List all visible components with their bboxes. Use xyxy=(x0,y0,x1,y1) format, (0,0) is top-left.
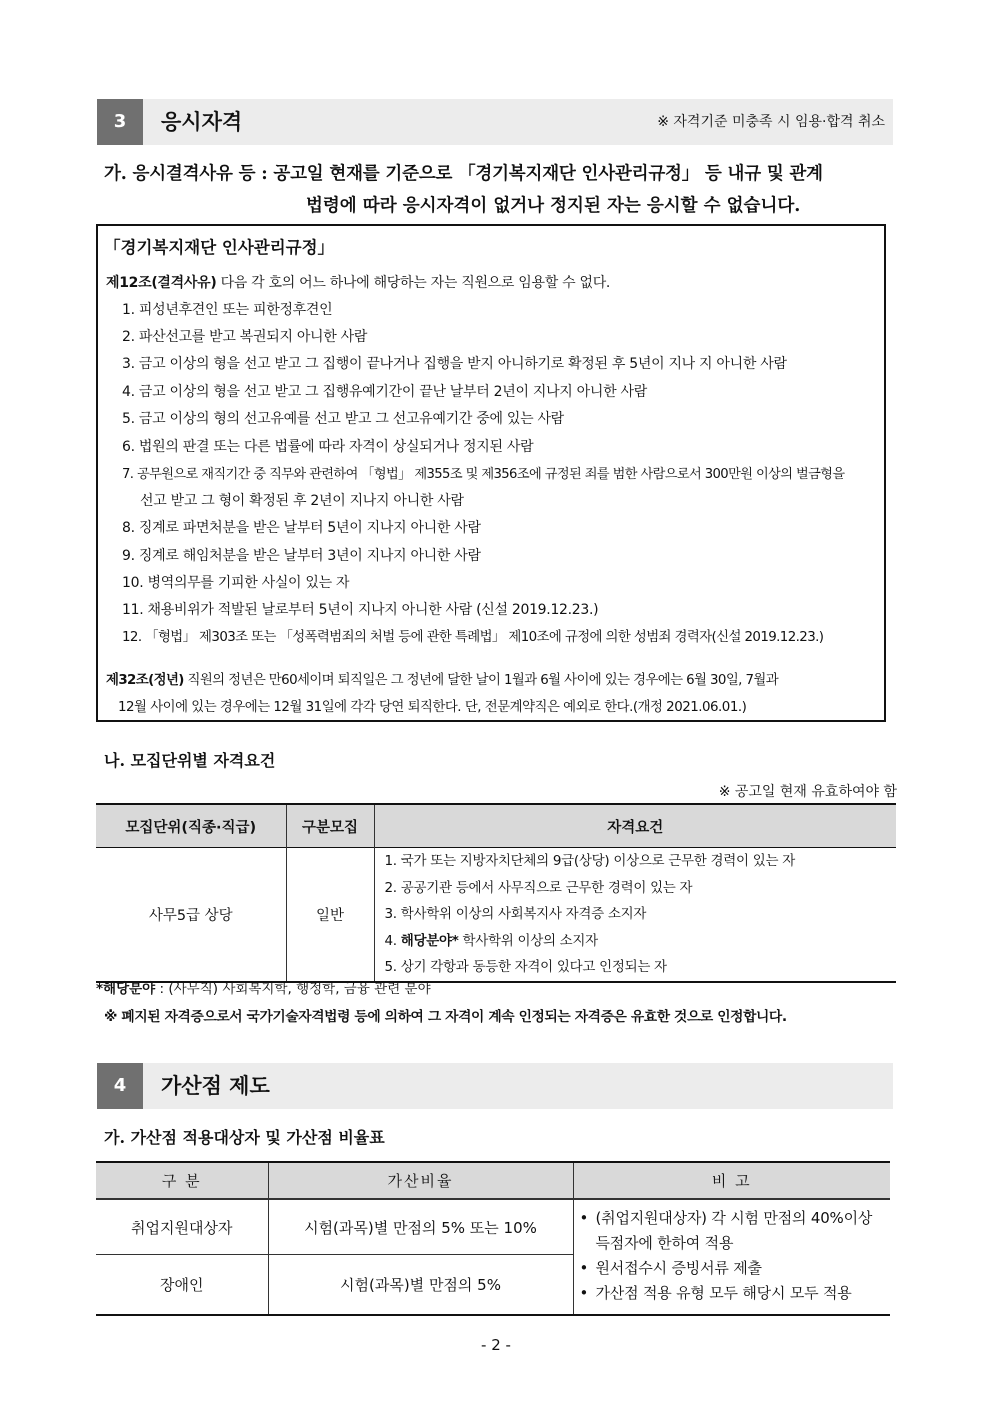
reg-item-12: 12. 「형법」 제303조 또는 「성폭력범죄의 처벌 등에 관한 특례법」 제10조에 규정에 의한 성범죄 경력자(신설 2019.12.23.) xyxy=(122,630,824,645)
col-requirements: 자격요건 xyxy=(374,804,896,848)
bullet-icon: • xyxy=(579,1209,589,1227)
bullet-icon: • xyxy=(579,1284,589,1302)
reg-item-8: 8. 징계로 파면처분을 받은 날부터 5년이 지나지 아니한 사람 xyxy=(122,520,481,536)
section-4-header xyxy=(97,1063,893,1109)
section-3-header xyxy=(97,99,893,145)
paragraph-ga-line2: 법령에 따라 응시자격이 없거나 정지된 자는 응시할 수 없습니다. xyxy=(306,196,801,216)
table-row xyxy=(96,1199,890,1255)
reg-item-1: 1. 피성년후견인 또는 피한정후견인 xyxy=(122,302,333,318)
footnote-field-label: *해당분야 xyxy=(96,981,156,997)
reg-item-3: 3. 금고 이상의 형을 선고 받고 그 집행이 끝나거나 집행을 받지 아니하기로 확정된 후 5년이 지나 지 아니한 사람 xyxy=(122,356,787,372)
cell-unit: 사무5급 상당 xyxy=(96,848,286,982)
article-12-head: 제12조(결격사유) xyxy=(106,275,217,291)
requirement-3: 3. 학사학위 이상의 사회복지사 자격증 소지자 xyxy=(384,906,647,922)
section-title: 가산점 제도 xyxy=(161,1074,270,1098)
section-number: 4 xyxy=(97,1063,143,1109)
cell-requirements xyxy=(374,848,896,982)
cell-rate: 시험(과목)별 만점의 5% xyxy=(268,1255,573,1316)
page-number: - 2 - xyxy=(481,1336,511,1354)
col-unit: 모집단위(직종·직급) xyxy=(96,804,286,848)
regulation-title: 「경기복지재단 인사관리규정」 xyxy=(104,238,335,257)
cell-rate: 시험(과목)별 만점의 5% 또는 10% xyxy=(268,1199,573,1255)
reg-item-6: 6. 법원의 판결 또는 다른 법률에 따라 자격이 상실되거나 정지된 사람 xyxy=(122,439,534,455)
cell-remarks xyxy=(573,1199,890,1315)
footnote-field-text: : (사무직) 사회복지학, 행정학, 금융 관련 분야 xyxy=(155,981,431,997)
requirement-2: 2. 공공기관 등에서 사무직으로 근무한 경력이 있는 자 xyxy=(384,879,693,896)
remark-2 xyxy=(578,1256,887,1281)
reg-item-9: 9. 징계로 해임처분을 받은 날부터 3년이 지나지 아니한 사람 xyxy=(122,548,481,564)
paragraph-na-title: 나. 모집단위별 자격요건 xyxy=(104,751,276,770)
bullet-icon: • xyxy=(579,1259,589,1277)
section-number: 3 xyxy=(97,99,143,145)
table-header-row xyxy=(96,804,896,848)
table-header-row xyxy=(96,1162,890,1199)
remark-2-text: 원서접수시 증빙서류 제출 xyxy=(595,1259,762,1277)
requirement-4 xyxy=(375,928,897,955)
article-12-text: 다음 각 호의 어느 하나에 해당하는 자는 직원으로 임용할 수 없다. xyxy=(216,275,611,291)
reg-item-4: 4. 금고 이상의 형을 선고 받고 그 집행유예기간이 끝난 날부터 2년이 지나지 아니한 사람 xyxy=(122,384,647,400)
article-32-cont: 12월 사이에 있는 경우에는 12월 31일에 각각 당연 퇴직한다. 단, 전문계약직은 예외로 한다.(개정 2021.06.01.) xyxy=(118,700,747,715)
remark-1-text: (취업지원대상자) 각 시험 만점의 40%이상 득점자에 한하여 적용 xyxy=(595,1209,873,1252)
qualification-table xyxy=(96,803,896,983)
section-note: ※ 자격기준 미충족 시 임용·합격 취소 xyxy=(657,114,885,130)
requirement-4-rest: 학사학위 이상의 소지자 xyxy=(458,932,598,949)
reg-item-2: 2. 파산선고를 받고 복권되지 아니한 사람 xyxy=(122,329,368,345)
paragraph-ga-line1: 가. 응시결격사유 등 : 공고일 현재를 기준으로 「경기복지재단 인사관리규정」 등 내규 및 관계 xyxy=(104,164,823,184)
cell-type: 일반 xyxy=(286,848,374,982)
bonus-points-table xyxy=(96,1161,890,1316)
paragraph-na-note: ※ 공고일 현재 유효하여야 함 xyxy=(718,784,897,800)
col-type: 구분모집 xyxy=(286,804,374,848)
article-12 xyxy=(106,272,610,292)
footnote-field xyxy=(96,977,431,997)
reg-item-11: 11. 채용비위가 적발된 날로부터 5년이 지나지 아니한 사람 (신설 2019.12.23.) xyxy=(122,602,599,618)
col-rate: 가산비율 xyxy=(268,1162,573,1199)
remark-3-text: 가산점 적용 유형 모두 해당시 모두 적용 xyxy=(595,1284,852,1302)
reg-item-5: 5. 금고 이상의 형의 선고유예를 선고 받고 그 선고유예기간 중에 있는 사람 xyxy=(122,411,564,427)
paragraph-ga2-title: 가. 가산점 적용대상자 및 가산점 비율표 xyxy=(104,1128,385,1147)
cell-target: 취업지원대상자 xyxy=(96,1199,268,1255)
col-remarks: 비 고 xyxy=(573,1162,890,1199)
requirement-1: 1. 국가 또는 지방자치단체의 9급(상당) 이상으로 근무한 경력이 있는 자 xyxy=(384,853,795,869)
reg-item-10: 10. 병역의무를 기피한 사실이 있는 자 xyxy=(122,575,350,591)
article-32-head: 제32조(정년) xyxy=(106,673,184,688)
col-category: 구 분 xyxy=(96,1162,268,1199)
section-title: 응시자격 xyxy=(161,110,243,134)
remark-1 xyxy=(578,1206,887,1256)
requirement-4-prefix: 4. xyxy=(384,932,401,949)
regulation-box xyxy=(96,224,886,722)
reg-item-7: 7. 공무원으로 재직기간 중 직무와 관련하여 「형법」 제355조 및 제356조에 규정된 죄를 범한 사람으로서 300만원 이상의 벌금형을 xyxy=(122,467,845,482)
requirement-5: 5. 상기 각항과 동등한 자격이 있다고 인정되는 자 xyxy=(384,959,667,975)
cell-target: 장애인 xyxy=(96,1255,268,1316)
article-32 xyxy=(106,669,778,688)
footnote-certificate: ※ 폐지된 자격증으로서 국가기술자격법령 등에 의하여 그 자격이 계속 인정되는 자격증은 유효한 것으로 인정합니다. xyxy=(104,1009,787,1025)
remark-3 xyxy=(578,1281,887,1306)
requirement-4-field: 해당분야* xyxy=(400,932,459,949)
table-row xyxy=(96,848,896,982)
reg-item-7-cont: 선고 받고 그 형이 확정된 후 2년이 지나지 아니한 사람 xyxy=(140,493,464,509)
article-32-text: 직원의 정년은 만60세이며 퇴직일은 그 정년에 달한 날이 1월과 6월 사이에 있는 경우에는 6월 30일, 7월과 xyxy=(183,673,779,688)
